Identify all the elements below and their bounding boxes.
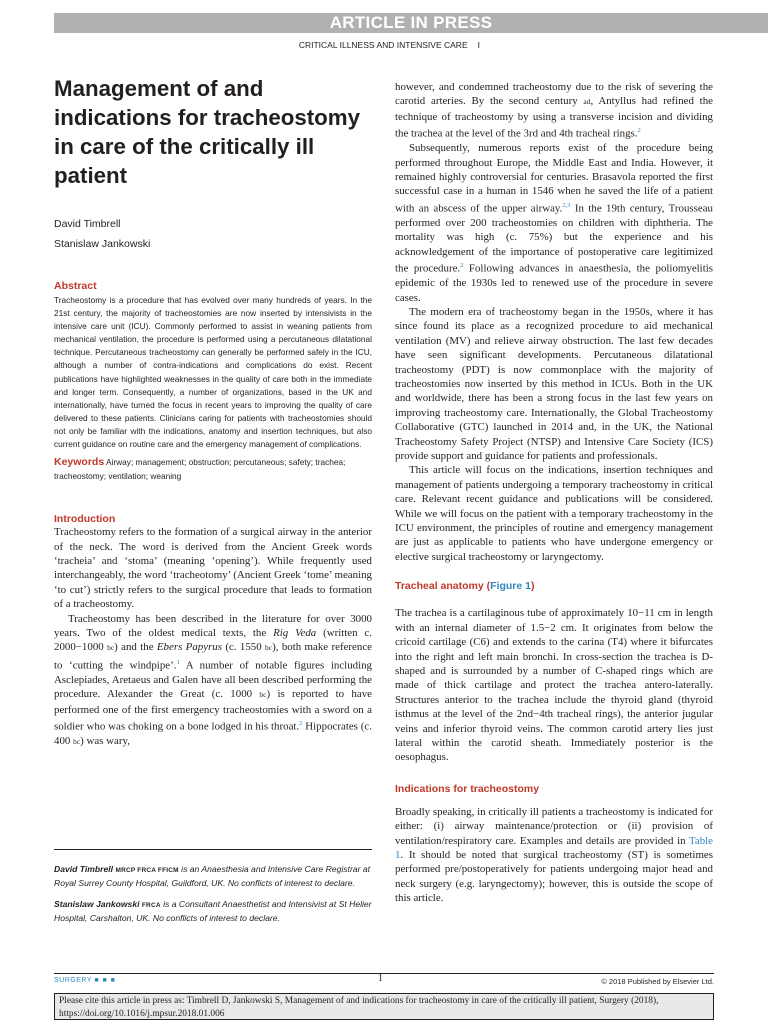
footer-divider	[54, 973, 714, 974]
figure-1-link[interactable]: Figure 1	[490, 580, 531, 593]
journal-name: SURGERY ■ ■ ■	[54, 977, 116, 984]
reference-link[interactable]: 1	[176, 658, 180, 666]
citation-box: Please cite this article in press as: Timbrell D, Jankowski S, Management of and indications for tracheostomy in care of the critically ill patient, Surgery (2018), https://doi.org/10.1016/j.mpsur.2018.01.006	[54, 993, 714, 1020]
reference-link[interactable]: 2	[637, 127, 641, 135]
intro-paragraph-5: This article will focus on the indications, insertion techniques and management of patients undergoing a temporary tracheostomy in critical care. Relevant recent guidance and publications will be considered. While we will focus on the patient with a temporary tracheostomy in the ICU environment, the principles of routine and emergency management are just as applicable to patients who have undergone emergency or elective surgical tracheostomy or laryngectomy.	[395, 464, 713, 563]
reference-link[interactable]: 2	[460, 262, 464, 270]
left-column	[54, 74, 372, 749]
intro-paragraph-3: Subsequently, numerous reports exist of the procedure being performed throughout Europe, the Middle East and India. However, it remained highly controversial for centuries. Brasavola reported the first successful case in a human in 1546 when he saved the life of a patient with an abscess of the upper airway.$^{2,3}$ In the 19th century, Trousseau performed over 200 tracheostomies on children with diphtheria. The mortality was high (c. 75%) but the experience and his acknowledgement of the importance of postoperative care legitimized the procedure.$^2$ Following advances in anaesthesia, the poliomyelitis epidemic of the 1930s led to renewed use of the procedure in severe cases.	[395, 142, 713, 304]
running-head	[240, 40, 480, 50]
introduction-heading: Introduction	[54, 513, 116, 526]
indications-heading: Indications for tracheostomy	[395, 782, 540, 795]
running-head-separator: I	[477, 40, 480, 50]
reference-link[interactable]: 2	[299, 720, 303, 728]
intro-paragraph-2: Tracheostomy has been described in the literature for over 3000 years. Two of the oldest medical texts, the Rig Veda (written c. 2000−1000 bc) and the Ebers Papyrus (c. 1550 bc), both make reference to ‘cutting the windpipe’.$^1$ A number of notable figures including Asclepiades, Aretaeus and Galen have all been described performing the procedure. Alexander the Great (c. 1000 bc) is reported to have performed one of the first emergency tracheostomies with a sword on a soldier who was choking on a bone lodged in his throat.$^2$ Hippocrates (c. 400 bc) was wary,	[54, 612, 373, 748]
right-column	[395, 80, 713, 906]
keywords-label: Keywords	[54, 456, 105, 469]
tracheal-anatomy-paragraph: The trachea is a cartilaginous tube of approximately 10−11 cm in length with an internal diameter of 1.5−2 cm. It originates from below the cricoid cartilage (C6) and extends to the carina (T4) where it bifurcates into the right and left main bronchi. In cross-section the trachea is D-shaped and is surrounded by a number of C-shaped rings which are made of thick cartilage and protect the trachea antero-laterally. Structures anterior to the trachea include the thyroid gland (thyroid isthmus at the level of the 2nd−4th tracheal rings), the anterior jugular veins and inferior thyroid veins. The common carotid artery lies just lateral within the carotid sheath. Immediately posterior is the oesophagus.	[395, 607, 713, 764]
author-name: David Timbrell	[54, 218, 121, 230]
reference-link[interactable]: 2,3	[562, 201, 571, 209]
footnote-divider	[54, 849, 372, 850]
section-title: CRITICAL ILLNESS AND INTENSIVE CARE	[298, 40, 468, 50]
intro-paragraph-4: The modern era of tracheostomy began in the 1950s, where it has since found its place as a recognized procedure to aid mechanical ventilation (MV) and relieve airway obstruction. The last few decades have seen significant developments. Percutaneous dilatational tracheostomy (PDT) is now commonplace with the majority of tracheostomies now inserted by this method in ICUs. Both in the UK and worldwide, there has been a strong focus in the last few years on improving tracheostomy care. Internationally, the Global Tracheostomy Collaborative (GTC) launched in 2014 and, in the UK, the National Tracheostomy Safety Project (NTSP) and Intensive Care Society (ICS) provide support and guidance for patients and professionals.	[395, 305, 713, 463]
keywords-list: Airway; management; obstruction; percutaneous; safety; trachea; tracheostomy; ventilation; weaning	[54, 457, 346, 482]
intro-paragraph-2-continued: however, and condemned tracheostomy due to the risk of severing the carotid arteries. By the second century ad, Antyllus had refined the technique of tracheostomy by using a transverse incision and dividing the trachea at the level of the 3rd and 4th tracheal rings.$^2$	[395, 81, 713, 140]
author-footnote: Stanislaw Jankowski FRCA is a Consultant Anaesthetist and Intensivist at St Helier Hospital, Carshalton, UK. No conflicts of interest to declare.	[54, 899, 372, 923]
abstract-heading: Abstract	[54, 280, 97, 292]
tracheal-anatomy-heading: Tracheal anatomy (Figure 1)	[395, 580, 535, 593]
copyright: © 2018 Published by Elsevier Ltd.	[601, 977, 714, 986]
author-footnotes	[54, 863, 372, 933]
page-number: 1	[378, 973, 383, 984]
author-list	[54, 214, 372, 254]
article-in-press-banner: ARTICLE IN PRESS	[54, 13, 768, 33]
indications-paragraph: Broadly speaking, in critically ill patients a tracheostomy is indicated for either: (i) airway maintenance/protection or (ii) provision of ventilation/respiratory care. Examples and details are provided in Table 1. It should be noted that surgical tracheostomy (ST) is sometimes performed pre/postoperatively for patients undergoing major head and neck surgery (e.g. laryngectomy); however, this is outside the scope of this article.	[395, 805, 713, 905]
keywords	[54, 455, 372, 483]
journal-blocks-icon: ■ ■ ■	[94, 977, 116, 984]
author-name: Stanislaw Jankowski	[54, 238, 151, 250]
table-1-link[interactable]: Table 1	[395, 834, 713, 861]
article-title: Management of and indications for tracheostomy in care of the critically ill patient	[54, 76, 361, 188]
abstract-text: Tracheostomy is a procedure that has evolved over many hundreds of years. In the 21st century, the majority of tracheostomies are now inserted by intensivists in the intensive care unit (ICU). Commonly performed to assist in weaning patients from mechanical ventilation, the procedure is performed using a percutaneous dilatational technique. Percutaneous tracheostomy can generally be performed safely in the ICU, although a number of contra-indications and complications do exist. Recent publications have highlighted weaknesses in the quality of care both in the immediate and longer term. Consequently, a number of organizations, based in the UK and internationally, have turned the focus in recent years to improving the quality of care delivered to these patients. Clinicians caring for patients with tracheostomies should not only be familiar with the indications, anatomy and insertion techniques, but also current guidance on routine care and the emergency management of complications.	[54, 295, 372, 450]
author-footnote: David Timbrell MRCP FRCA FFICM is an Anaesthesia and Intensive Care Registrar at Royal Surrey County Hospital, Guildford, UK. No conflicts of interest to declare.	[54, 864, 371, 888]
intro-paragraph-1: Tracheostomy refers to the formation of a surgical airway in the anterior of the neck. The word is derived from the Ancient Greek words ‘tracheia’ and ‘stoma’ (meaning ‘opening’). While frequently used interchangeably, the word ‘tracheotomy’ (Ancient Greek ‘tome’ meaning ‘to cut’) strictly refers to the surgical procedure that leads to formation of a tracheostomy.	[54, 526, 372, 611]
